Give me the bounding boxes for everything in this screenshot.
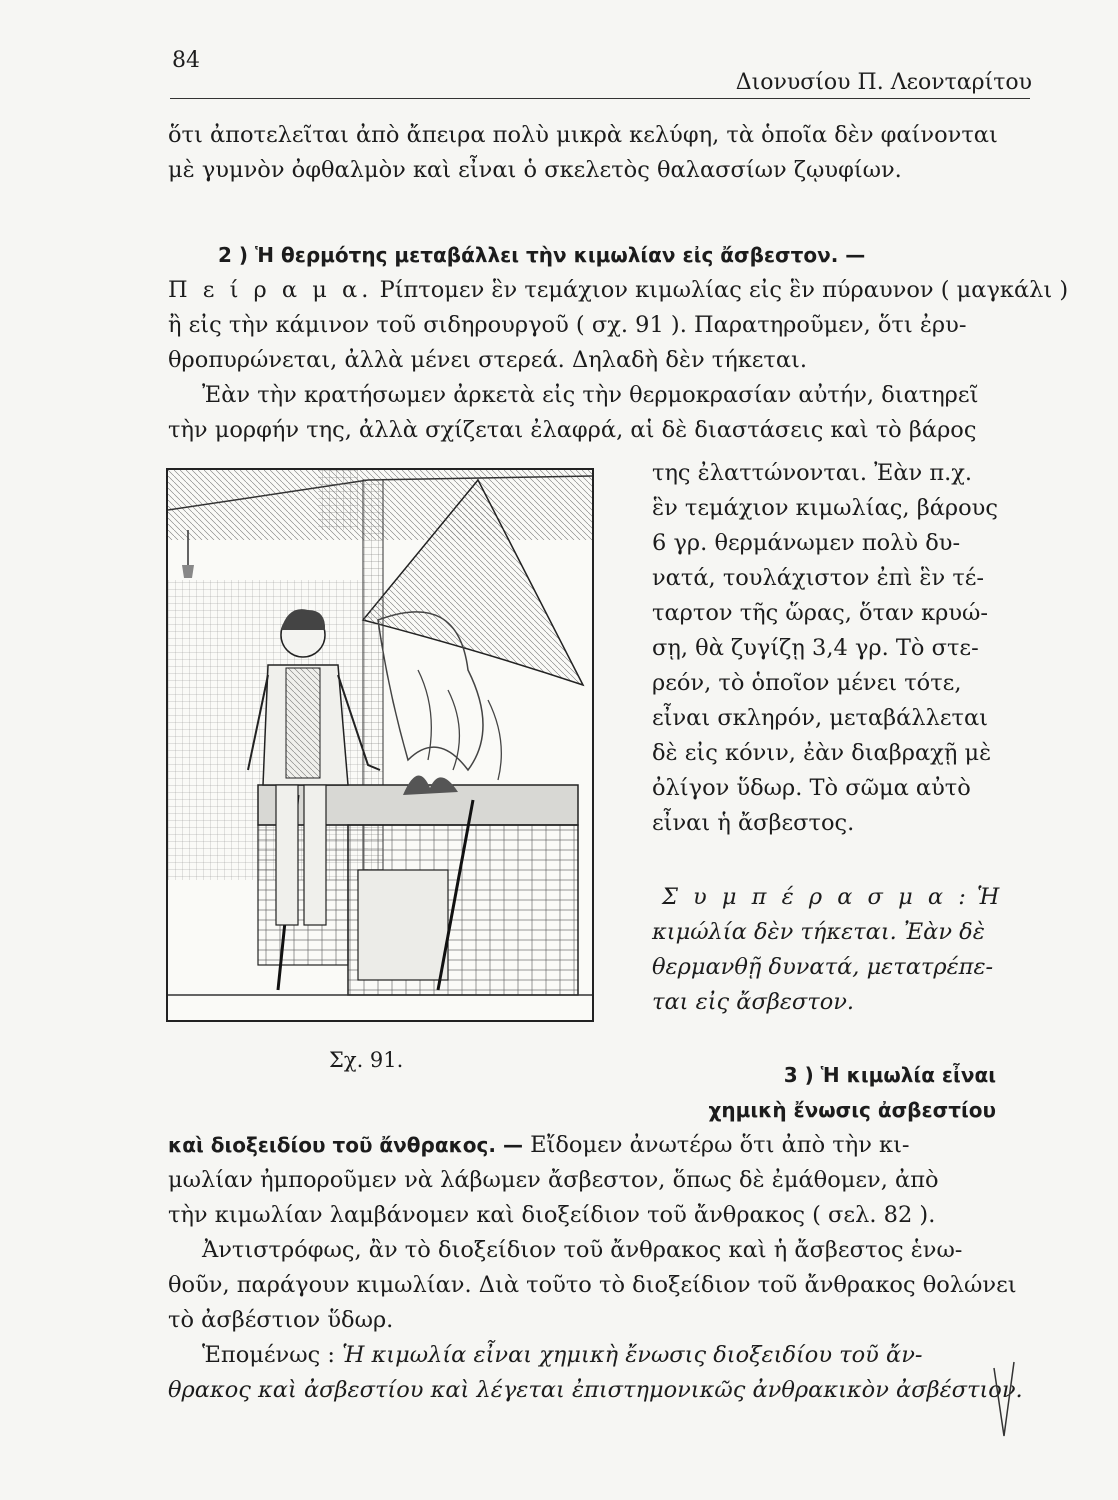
text-line: δὲ εἰς κόνιν, ἐὰν διαβραχῇ μὲ: [652, 740, 992, 766]
text-line: θρακος καὶ ἀσβεστίου καὶ λέγεται ἐπιστημονικῶς ἀνθρακικὸν ἀσβέστιον.: [168, 1377, 1023, 1403]
text-fragment: Ἑπομένως :: [202, 1342, 335, 1368]
text-line: θερμανθῇ δυνατά, μετατρέπε-: [652, 954, 994, 980]
text-line: μωλίαν ἠμποροῦμεν νὰ λάβωμεν ἄσβεστον, ὅπως δὲ ἐμάθομεν, ἀπὸ: [168, 1167, 939, 1193]
text-line: 6 γρ. θερμάνωμεν πολὺ δυ-: [652, 530, 961, 556]
text-line: νατά, τουλάχιστον ἐπὶ ἓν τέ-: [652, 565, 985, 591]
side-column: [652, 456, 997, 841]
text-line: ται εἰς ἄσβεστον.: [652, 989, 855, 1015]
conclusion: [652, 880, 1000, 1020]
text-line: κιμώλία δὲν τήκεται. Ἐὰν δὲ: [652, 919, 985, 945]
text-line: Ἐὰν τὴν κρατήσωμεν ἀρκετὰ εἰς τὴν θερμοκρασίαν αὐτήν, διατηρεῖ: [202, 382, 979, 408]
text-fragment: Εἴδομεν ἀνωτέρω ὅτι ἀπὸ τὴν κι-: [530, 1132, 910, 1158]
text-line: [168, 273, 1069, 308]
intro-paragraph: [168, 118, 998, 188]
header-rule: [170, 98, 1030, 99]
section-heading: καὶ διοξειδίου τοῦ ἄνθρακος. —: [168, 1133, 523, 1157]
text-line: ταρτον τῆς ὥρας, ὅταν κρυώ-: [652, 600, 988, 626]
conclusion-label: Σ υ μ π έ ρ α σ μ α :: [662, 884, 970, 910]
text-fragment: Ἡ κιμωλία εἶναι χημικὴ ἔνωσις διοξειδίου τοῦ ἄν-: [342, 1342, 923, 1368]
text-line: ἢ εἰς τὴν κάμινον τοῦ σιδηρουργοῦ ( σχ. 91 ). Παρατηροῦμεν, ὅτι ἐρυ-: [168, 312, 967, 338]
text-line: θοῦν, παράγουν κιμωλίαν. Διὰ τοῦτο τὸ διοξείδιον τοῦ ἄνθρακος θολώνει: [168, 1272, 1017, 1298]
text-fragment: Ἡ: [976, 884, 1000, 910]
text-line: [652, 880, 1000, 915]
text-fragment: Ρίπτομεν ἓν τεμάχιον κιμωλίας εἰς ἓν πύραυνον ( μαγκάλι ): [379, 277, 1069, 303]
text-line: ἓν τεμάχιον κιμωλίας, βάρους: [652, 495, 998, 521]
text-line: μὲ γυμνὸν ὀφθαλμὸν καὶ εἶναι ὁ σκελετὸς θαλασσίων ζῳυφίων.: [168, 157, 902, 183]
section-heading: χημικὴ ἔνωσις ἀσβεστίου: [708, 1098, 996, 1122]
text-line: τὸ ἀσβέστιον ὕδωρ.: [168, 1307, 394, 1333]
section-heading: 2 ) Ἡ θερμότης μεταβάλλει τὴν κιμωλίαν εἰς ἄσβεστον. —: [218, 243, 866, 267]
text-line: εἶναι ἡ ἄσβεστος.: [652, 810, 855, 836]
text-line: τὴν κιμωλίαν λαμβάνομεν καὶ διοξείδιον τοῦ ἄνθρακος ( σελ. 82 ).: [168, 1202, 936, 1228]
forge-drawing: [168, 470, 592, 1020]
figure-91-illustration: [166, 468, 594, 1022]
text-line: ὀλίγον ὕδωρ. Τὸ σῶμα αὐτὸ: [652, 775, 971, 801]
figure-caption: Σχ. 91.: [329, 1048, 404, 1072]
experiment-label: Π ε ί ρ α μ α.: [168, 277, 373, 303]
running-head: Διονυσίου Π. Λεονταρίτου: [735, 70, 1032, 95]
text-line: θροπυρώνεται, ἀλλὰ μένει στερεά. Δηλαδὴ δὲν τήκεται.: [168, 347, 808, 373]
text-line: τὴν μορφήν της, ἀλλὰ σχίζεται ἐλαφρά, αἱ δὲ διαστάσεις καὶ τὸ βάρος: [168, 417, 977, 443]
page-number: 84: [172, 48, 200, 73]
pencil-check-mark: [990, 1358, 1020, 1448]
text-line: σῃ, θὰ ζυγίζῃ 3,4 γρ. Τὸ στε-: [652, 635, 979, 661]
text-line: της ἐλαττώνονται. Ἐὰν π.χ.: [652, 460, 973, 486]
text-line: [168, 1128, 998, 1163]
section-3: [168, 1128, 1023, 1408]
text-line: [168, 1338, 998, 1373]
text-line: εἶναι σκληρόν, μεταβάλλεται: [652, 705, 989, 731]
text-line: ὅτι ἀποτελεῖται ἀπὸ ἄπειρα πολὺ μικρὰ κελύφη, τὰ ὁποῖα δὲν φαίνονται: [168, 122, 998, 148]
section-2: [168, 238, 1069, 448]
section-heading: 3 ) Ἡ κιμωλία εἶναι: [783, 1063, 996, 1087]
section-3-heading: [686, 1058, 996, 1128]
text-line: Ἀντιστρόφως, ἂν τὸ διοξείδιον τοῦ ἄνθρακος καὶ ἡ ἄσβεστος ἑνω-: [202, 1237, 963, 1263]
text-line: ρεόν, τὸ ὁποῖον μένει τότε,: [652, 670, 962, 696]
